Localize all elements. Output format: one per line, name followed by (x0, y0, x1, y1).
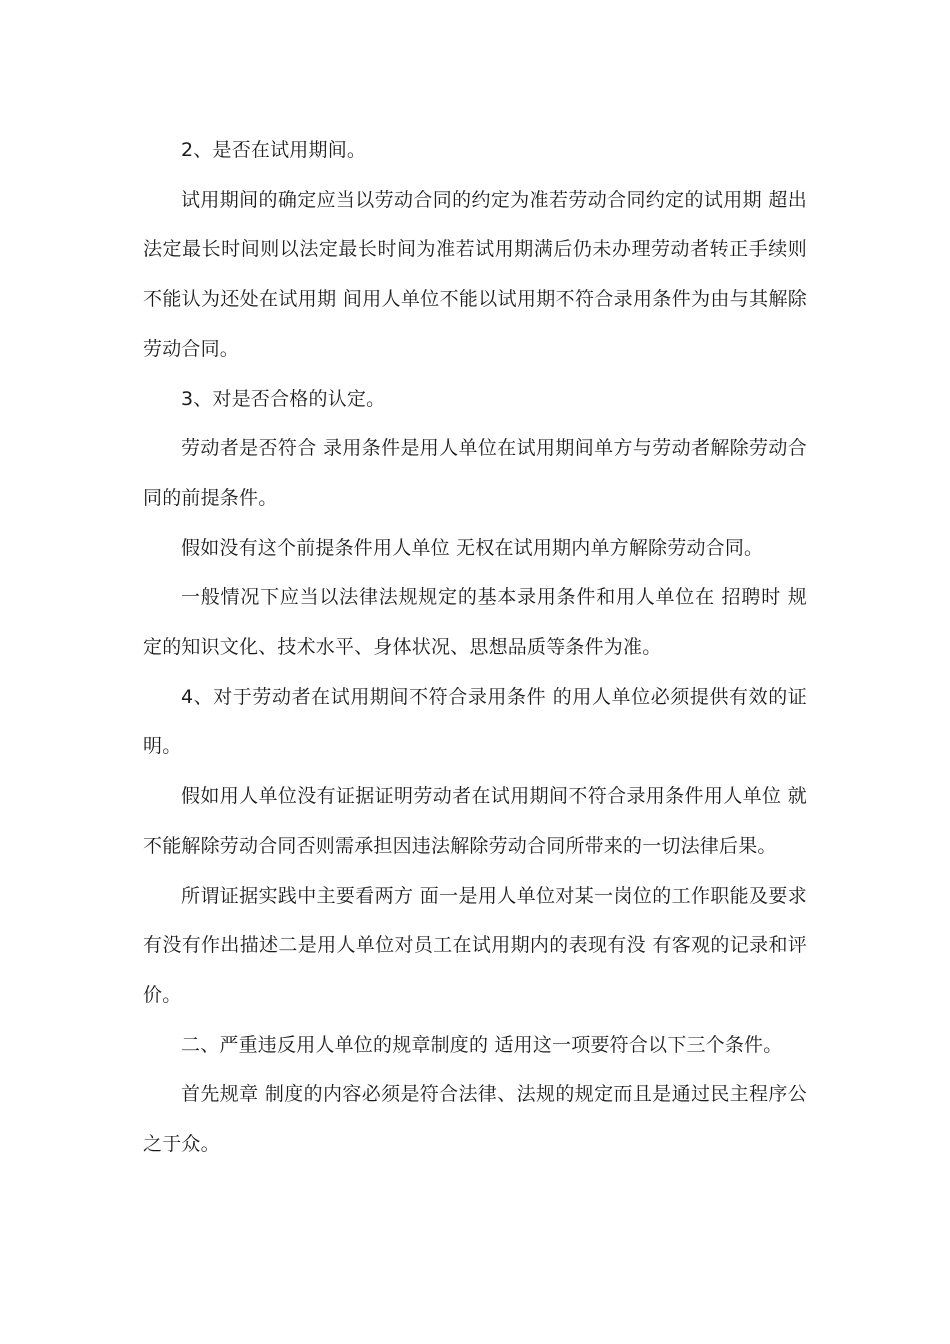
paragraph-5: 假如没有这个前提条件用人单位 无权在试用期内单方解除劳动合同。 (181, 536, 764, 559)
paragraph-3: 3、对是否合格的认定。 (181, 387, 386, 410)
paragraph-4: 劳动者是否符合 录用条件是用人单位在试用期间单方与劳动者解除劳动合同的前提条件。 (143, 437, 807, 509)
paragraph-6: 一般情况下应当以法律法规规定的基本录用条件和用人单位在 招聘时 规定的知识文化、技术水平、身体状况、思想品质等条件为准。 (143, 586, 807, 659)
paragraph-1: 2、是否在试用期间。 (181, 139, 367, 161)
paragraph-9: 所谓证据实践中主要看两方 面一是用人单位对某一岗位的工作职能及要求有没有作出描述二是用人单位对员工在试用期内的表现有没 有客观的记录和评价。 (143, 884, 807, 1006)
paragraph-7: 4、对于劳动者在试用期间不符合录用条件 的用人单位必须提供有效的证明。 (143, 685, 807, 758)
paragraph-11: 首先规章 制度的内容必须是符合法律、法规的规定而且是通过民主程序公之于众。 (143, 1083, 807, 1156)
document-body (143, 126, 807, 1170)
paragraph-10: 二、严重违反用人单位的规章制度的 适用这一项要符合以下三个条件。 (181, 1033, 783, 1056)
paragraph-8: 假如用人单位没有证据证明劳动者在试用期间不符合录用条件用人单位 就不能解除劳动合同否则需承担因违法解除劳动合同所带来的一切法律后果。 (143, 785, 807, 857)
paragraph-2: 试用期间的确定应当以劳动合同的约定为准若劳动合同约定的试用期 超出法定最长时间则以法定最长时间为准若试用期满后仍未办理劳动者转正手续则不能认为还处在试用期 间用人单位不能以试用期不符合录用条件为由与其解除劳动合同。 (143, 188, 807, 360)
